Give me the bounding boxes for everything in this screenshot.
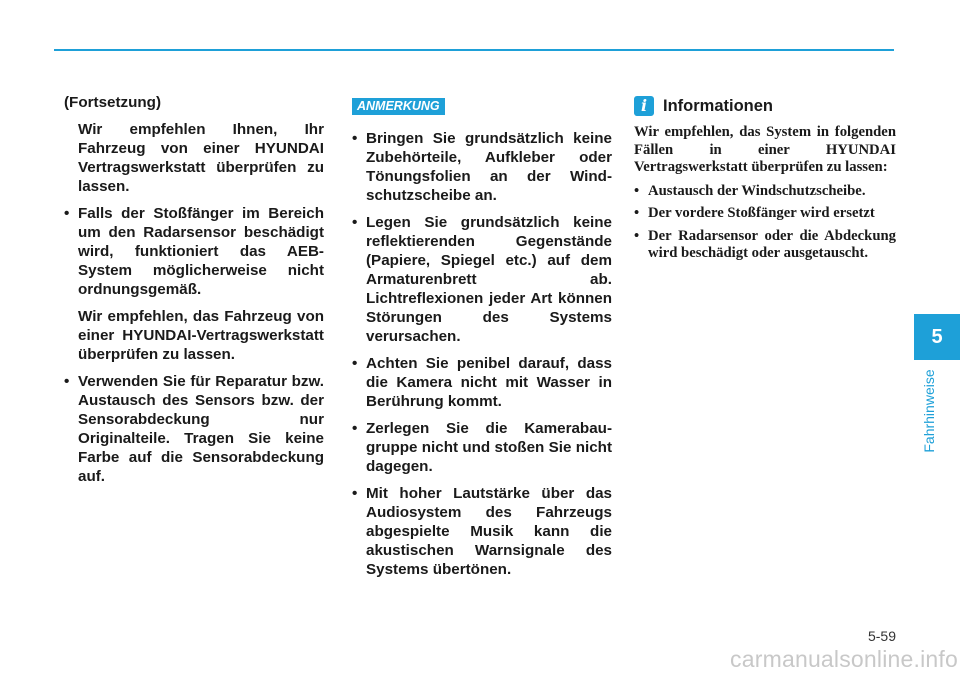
list-item xyxy=(634,228,896,263)
list-item xyxy=(352,484,612,579)
list-item xyxy=(352,419,612,476)
bullet-dot: • xyxy=(634,182,640,199)
bullet-dot: • xyxy=(634,205,640,221)
list-item xyxy=(634,205,896,223)
top-divider xyxy=(54,49,894,51)
list-item-text: Der Radarsensor oder die Abdeckung wird beschädigt oder ausgetauscht. xyxy=(648,227,896,261)
list-item xyxy=(352,213,612,346)
list-item-text: Mit hoher Lautstärke über das Audiosystem des Fahrzeugs abgespielte Musik kann die akustischen Warnsignale des Systems übertönen. xyxy=(366,485,612,578)
list-item xyxy=(352,129,612,205)
paragraph: Wir empfehlen, das Fahrzeug von einer HYUNDAI-Vertragswerkstatt überprüfen zu lassen. xyxy=(78,308,324,363)
chapter-label-text: Fahrhinweise xyxy=(921,369,937,453)
column-right xyxy=(634,96,896,268)
list-item xyxy=(64,204,324,299)
list-item-text: Zerlegen Sie die Kamerabau-gruppe nicht und stoßen Sie nicht dagegen. xyxy=(366,420,612,475)
info-header xyxy=(634,96,896,116)
bullet-dot: • xyxy=(64,373,70,390)
chapter-tab: 5 xyxy=(914,314,960,360)
list-item-text: Achten Sie penibel darauf, dass die Kamera nicht mit Wasser in Berührung kommt. xyxy=(366,355,612,410)
list-item xyxy=(64,372,324,486)
info-icon: i xyxy=(634,96,654,116)
list-item xyxy=(634,183,896,201)
continuation-heading: (Fortsetzung) xyxy=(64,94,162,111)
bullet-dot: • xyxy=(352,355,358,372)
list-item-text: Verwenden Sie für Reparatur bzw. Austausch des Sensors bzw. der Sensorabdeckung nur Originalteile. Tragen Sie keine Farbe auf die Sensorabdeckung auf. xyxy=(78,373,324,485)
watermark: carmanualsonline.info xyxy=(730,646,958,672)
bullet-dot: • xyxy=(352,485,358,502)
bullet-dot: • xyxy=(64,205,70,222)
column-middle xyxy=(352,96,612,587)
paragraph: Wir empfehlen Ihnen, Ihr Fahrzeug von einer HYUNDAI Vertragswerkstatt überprüfen zu lassen. xyxy=(78,121,324,195)
list-item-text: Der vordere Stoßfänger wird ersetzt xyxy=(648,205,875,221)
note-badge: ANMERKUNG xyxy=(352,98,445,115)
list-item-text: Legen Sie grundsätzlich keine reflektierenden Gegenstände (Papiere, Spiegel etc.) auf dem Armaturenbrett ab. Lichtreflexionen jeder Art können Störungen des Systems verursachen. xyxy=(366,214,612,345)
info-intro: Wir empfehlen, das System in folgenden Fällen in einer HYUNDAI Vertragswerkstatt überprüfen zu lassen: xyxy=(634,124,896,175)
column-left xyxy=(64,93,324,494)
list-item xyxy=(352,354,612,411)
page-number: 5-59 xyxy=(867,628,896,644)
bullet-dot: • xyxy=(352,214,358,231)
bullet-dot: • xyxy=(352,420,358,437)
list-item-text: Falls der Stoßfänger im Bereich um den Radarsensor beschädigt wird, funktioniert das AEB-System möglicherweise nicht ordnungsgemäß. xyxy=(78,205,324,298)
bullet-dot: • xyxy=(352,130,358,147)
list-item-text: Austausch der Windschutzscheibe. xyxy=(648,182,866,199)
info-title: Informationen xyxy=(663,96,773,115)
chapter-label xyxy=(921,368,941,454)
list-item-text: Bringen Sie grundsätzlich keine Zubehörteile, Aufkleber oder Tönungsfolien an der Wind-schutzscheibe an. xyxy=(366,130,612,204)
bullet-dot: • xyxy=(634,227,640,244)
